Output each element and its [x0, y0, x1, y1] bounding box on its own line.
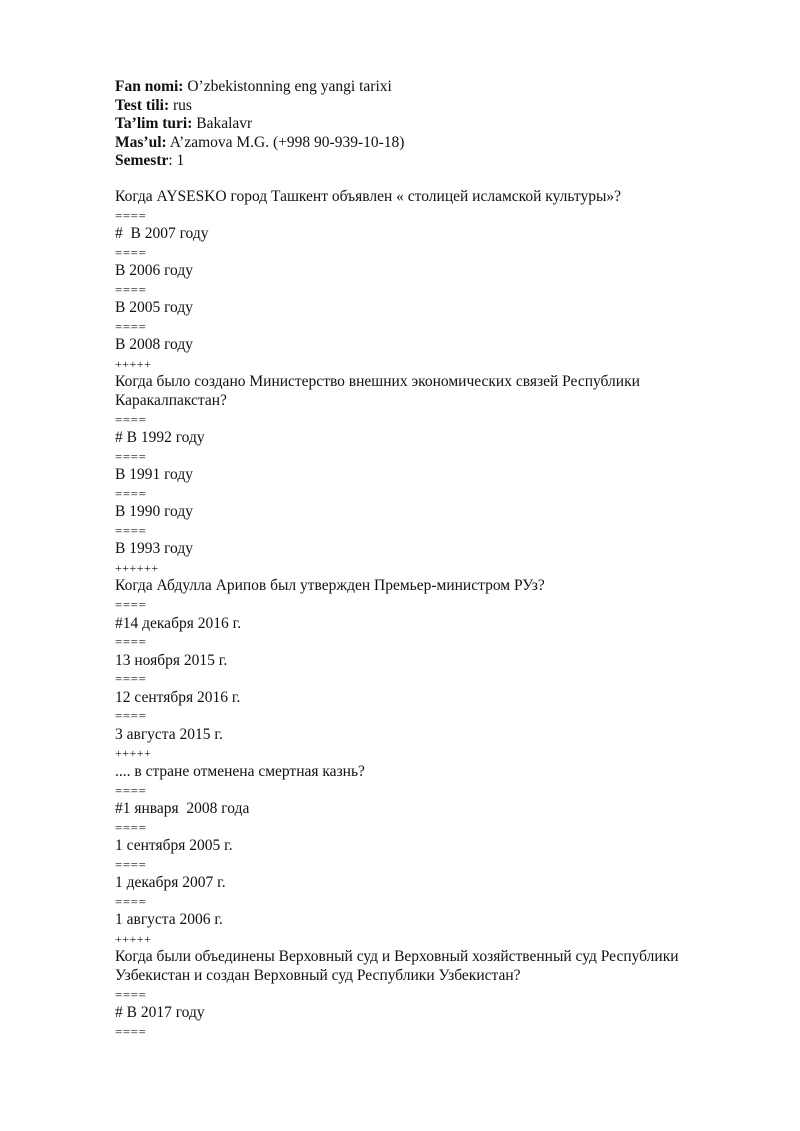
- separator: ====: [115, 1023, 147, 1039]
- language-label: Test tili:: [115, 96, 170, 114]
- separator: ====: [115, 597, 147, 613]
- separator: ====: [115, 782, 147, 798]
- answer-option: В 2005 году: [115, 299, 193, 317]
- separator: ====: [115, 708, 147, 724]
- answer-option: 12 сентября 2016 г.: [115, 688, 241, 706]
- separator: ====: [115, 411, 147, 427]
- separator: ====: [115, 856, 147, 872]
- answer-option: 1 сентября 2005 г.: [115, 837, 233, 855]
- answer-option: # В 2007 году: [115, 225, 209, 243]
- separator: ====: [115, 281, 147, 297]
- question-end-marker: ++++++: [115, 560, 159, 575]
- separator: ====: [115, 318, 147, 334]
- question-end-marker: +++++: [115, 356, 152, 371]
- answer-option: #1 января 2008 года: [115, 800, 250, 818]
- responsible-label: Mas’ul:: [115, 133, 167, 151]
- separator: ====: [115, 671, 147, 687]
- semester-label: Semestr: [115, 152, 169, 169]
- questions-list: [115, 188, 715, 1041]
- education-type-label: Ta’lim turi:: [115, 115, 193, 132]
- responsible-row: [115, 134, 404, 153]
- answer-option: В 2006 году: [115, 262, 193, 280]
- separator: ====: [115, 207, 147, 223]
- education-type-value: Bakalavr: [192, 115, 253, 132]
- answer-option: 3 августа 2015 г.: [115, 725, 223, 743]
- answer-option: В 1991 году: [115, 466, 193, 484]
- subject-row: [115, 78, 404, 97]
- separator: ====: [115, 485, 147, 501]
- question-text: Когда было создано Министерство внешних экономических связей Республики Каракалпакстан?: [115, 373, 640, 410]
- question-text: Когда Абдулла Арипов был утвержден Премьер-министром РУз?: [115, 577, 545, 595]
- separator: ====: [115, 893, 147, 909]
- question-text: Когда AYSESKO город Ташкент объявлен « столицей исламской культуры»?: [115, 188, 622, 205]
- separator: ====: [115, 448, 147, 464]
- responsible-value: A’zamova M.G. (+998 90-939-10-18): [166, 133, 405, 151]
- separator: ====: [115, 986, 147, 1002]
- answer-option: 1 августа 2006 г.: [115, 911, 223, 929]
- separator: ====: [115, 819, 147, 835]
- subject-label: Fan nomi:: [115, 78, 184, 95]
- question-end-marker: +++++: [115, 931, 152, 946]
- answer-option: В 1993 году: [115, 540, 193, 558]
- answer-option: # В 1992 году: [115, 429, 205, 447]
- answer-option: 13 ноября 2015 г.: [115, 651, 228, 669]
- education-type-row: [115, 115, 404, 134]
- semester-value: : 1: [168, 152, 185, 169]
- language-value: rus: [169, 96, 192, 114]
- semester-row: [115, 152, 404, 171]
- answer-option: В 1990 году: [115, 503, 193, 521]
- answer-option: В 2008 году: [115, 336, 193, 354]
- separator: ====: [115, 522, 147, 538]
- question-text: .... в стране отменена смертная казнь?: [115, 762, 365, 780]
- subject-value: O’zbekistonning eng yangi tarixi: [183, 78, 392, 95]
- answer-option: #14 декабря 2016 г.: [115, 614, 242, 632]
- question-text: Когда были объединены Верховный суд и Верховный хозяйственный суд Республики Узбекистан и создан Верховный суд Республики Узбекистан?: [115, 948, 679, 984]
- language-row: [115, 97, 404, 116]
- answer-option: # В 2017 году: [115, 1004, 205, 1022]
- document-header: [115, 78, 404, 171]
- answer-option: 1 декабря 2007 г.: [115, 874, 226, 892]
- question-end-marker: +++++: [115, 746, 152, 761]
- separator: ====: [115, 244, 147, 260]
- separator: ====: [115, 634, 147, 650]
